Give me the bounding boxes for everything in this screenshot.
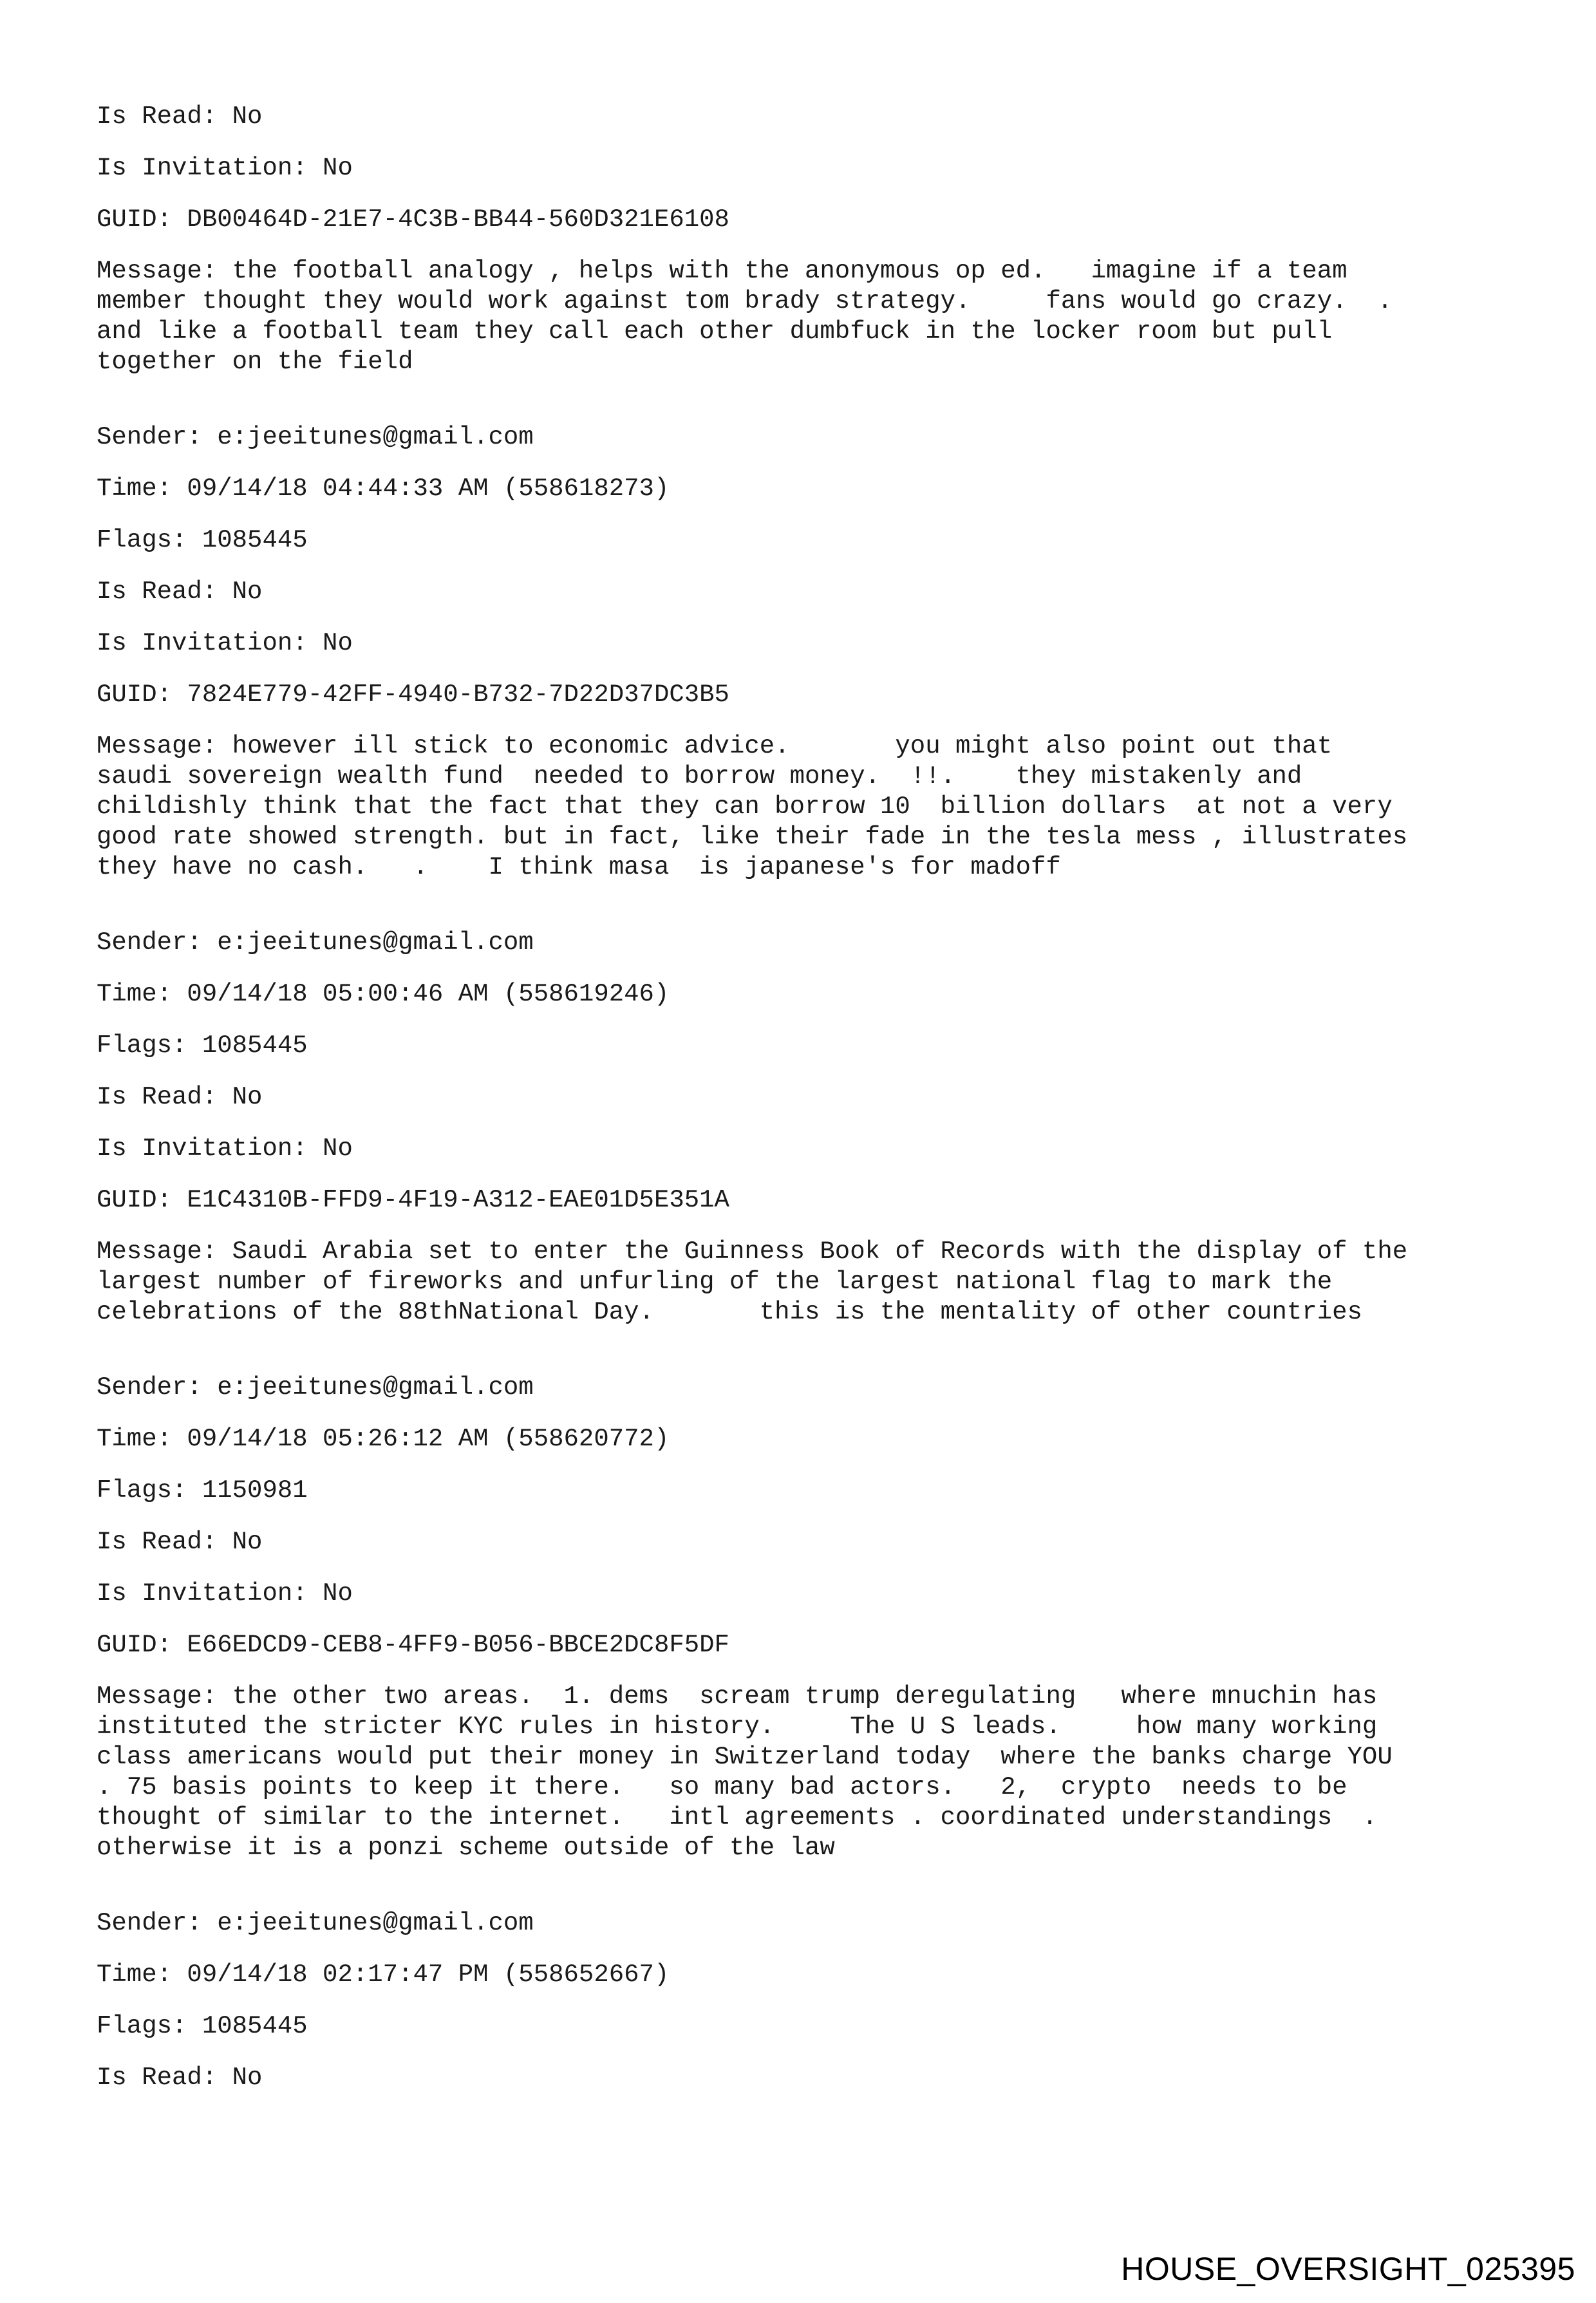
flags-field: Flags: 1150981 xyxy=(97,1476,308,1505)
message-line: together on the field xyxy=(97,348,413,376)
message-line: childishly think that the fact that they can borrow 10 billion dollars at not a very xyxy=(97,793,1393,821)
sender-field: Sender: e:jeeitunes@gmail.com xyxy=(97,928,534,957)
is-read-field: Is Read: No xyxy=(97,578,263,606)
sender-field: Sender: e:jeeitunes@gmail.com xyxy=(97,423,534,451)
message-record xyxy=(97,928,1539,1328)
guid-field: GUID: 7824E779-42FF-4940-B732-7D22D37DC3B5 xyxy=(97,681,729,709)
is-invitation-field: Is Invitation: No xyxy=(97,1134,353,1163)
message-line: Message: however ill stick to economic advice. you might also point out that xyxy=(97,732,1333,760)
guid-field: GUID: E1C4310B-FFD9-4F19-A312-EAE01D5E351A xyxy=(97,1186,729,1214)
message-line: good rate showed strength. but in fact, like their fade in the tesla mess , illustrates xyxy=(97,823,1408,851)
message-record xyxy=(97,1908,1539,2093)
message-record xyxy=(97,1373,1539,1863)
message-field xyxy=(97,1237,1539,1328)
is-invitation-field: Is Invitation: No xyxy=(97,154,353,182)
sender-field: Sender: e:jeeitunes@gmail.com xyxy=(97,1373,534,1402)
guid-field: GUID: DB00464D-21E7-4C3B-BB44-560D321E6108 xyxy=(97,205,729,234)
message-field xyxy=(97,1682,1539,1863)
message-line: saudi sovereign wealth fund needed to borrow money. !!. they mistakenly and xyxy=(97,762,1302,791)
flags-field: Flags: 1085445 xyxy=(97,1031,308,1060)
message-line: Message: the football analogy , helps with the anonymous op ed. imagine if a team xyxy=(97,257,1347,285)
record-separator xyxy=(97,399,1539,422)
is-invitation-field: Is Invitation: No xyxy=(97,1579,353,1608)
message-line: class americans would put their money in Switzerland today where the banks charge YOU xyxy=(97,1743,1393,1771)
is-invitation-field: Is Invitation: No xyxy=(97,629,353,657)
sender-field: Sender: e:jeeitunes@gmail.com xyxy=(97,1909,534,1937)
message-line: instituted the stricter KYC rules in history. The U S leads. how many working xyxy=(97,1713,1378,1741)
message-record xyxy=(97,422,1539,883)
message-line: and like a football team they call each other dumbfuck in the locker room but pull xyxy=(97,317,1333,346)
time-field: Time: 09/14/18 05:26:12 AM (558620772) xyxy=(97,1425,670,1453)
message-field xyxy=(97,731,1539,883)
flags-field: Flags: 1085445 xyxy=(97,2012,308,2040)
message-line: largest number of fireworks and unfurling of the largest national flag to mark the xyxy=(97,1268,1333,1296)
message-line: Message: the other two areas. 1. dems scream trump deregulating where mnuchin has xyxy=(97,1682,1378,1711)
message-line: they have no cash. . I think masa is japanese's for madoff xyxy=(97,853,1061,881)
message-line: member thought they would work against tom brady strategy. fans would go crazy. . xyxy=(97,287,1393,315)
is-read-field: Is Read: No xyxy=(97,1083,263,1111)
message-line: Message: Saudi Arabia set to enter the Guinness Book of Records with the display of the xyxy=(97,1237,1408,1266)
bates-number: HOUSE_OVERSIGHT_025395 xyxy=(1121,2251,1575,2287)
message-field xyxy=(97,256,1539,377)
email-log-page xyxy=(97,102,1539,2114)
time-field: Time: 09/14/18 05:00:46 AM (558619246) xyxy=(97,980,670,1008)
record-separator xyxy=(97,1885,1539,1908)
flags-field: Flags: 1085445 xyxy=(97,526,308,554)
record-separator xyxy=(97,904,1539,928)
record-separator xyxy=(97,1349,1539,1373)
message-line: thought of similar to the internet. intl agreements . coordinated understandings . xyxy=(97,1803,1378,1832)
time-field: Time: 09/14/18 04:44:33 AM (558618273) xyxy=(97,475,670,503)
message-line: . 75 basis points to keep it there. so many bad actors. 2, crypto needs to be xyxy=(97,1773,1347,1801)
is-read-field: Is Read: No xyxy=(97,1528,263,1556)
is-read-field: Is Read: No xyxy=(97,102,263,131)
message-record xyxy=(97,102,1539,377)
guid-field: GUID: E66EDCD9-CEB8-4FF9-B056-BBCE2DC8F5DF xyxy=(97,1631,729,1659)
message-line: celebrations of the 88thNational Day. this is the mentality of other countries xyxy=(97,1298,1362,1326)
message-line: otherwise it is a ponzi scheme outside of the law xyxy=(97,1834,835,1862)
is-read-field: Is Read: No xyxy=(97,2063,263,2092)
time-field: Time: 09/14/18 02:17:47 PM (558652667) xyxy=(97,1960,670,1989)
